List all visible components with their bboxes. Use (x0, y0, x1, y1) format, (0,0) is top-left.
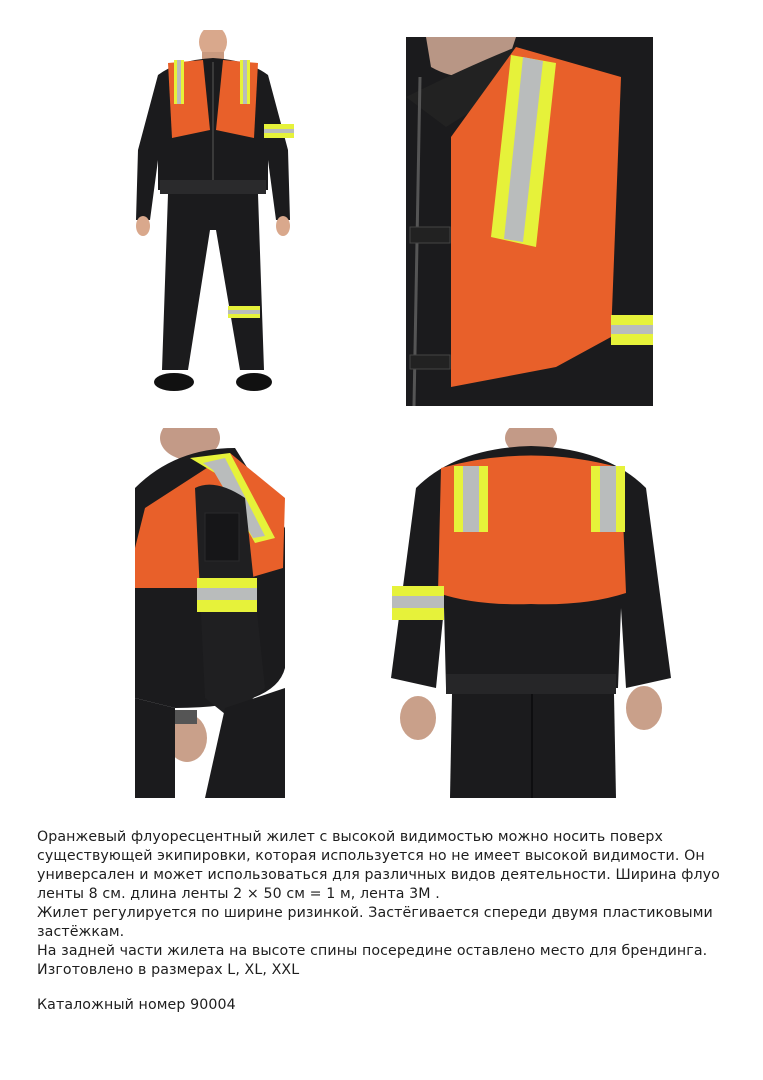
side-view-photo (135, 428, 290, 798)
product-description (37, 828, 737, 980)
description-line: ленты 8 см. длина ленты 2 × 50 см = 1 м, лента 3М . (37, 886, 440, 902)
catalog-number: Каталожный номер 90004 (37, 997, 236, 1013)
description-line: Оранжевый флуоресцентный жилет с высокой видимостью можно носить поверх (37, 829, 663, 845)
description-line: универсален и может использоваться для различных видов деятельности. Ширина флуо (37, 867, 720, 883)
front-view-photo (118, 30, 308, 408)
description-line: существующей экипировки, которая используется но не имеет высокой видимости. Он (37, 848, 705, 864)
closeup-photo (406, 37, 653, 406)
description-line: застёжкам. (37, 924, 125, 940)
description-line: На задней части жилета на высоте спины посередине оставлено место для брендинга. (37, 943, 708, 959)
description-line: Изготовлено в размерах L, XL, XXL (37, 962, 300, 978)
description-line: Жилет регулируется по ширине ризинкой. Застёгивается спереди двумя пластиковыми (37, 905, 713, 921)
back-view-photo (386, 428, 674, 798)
